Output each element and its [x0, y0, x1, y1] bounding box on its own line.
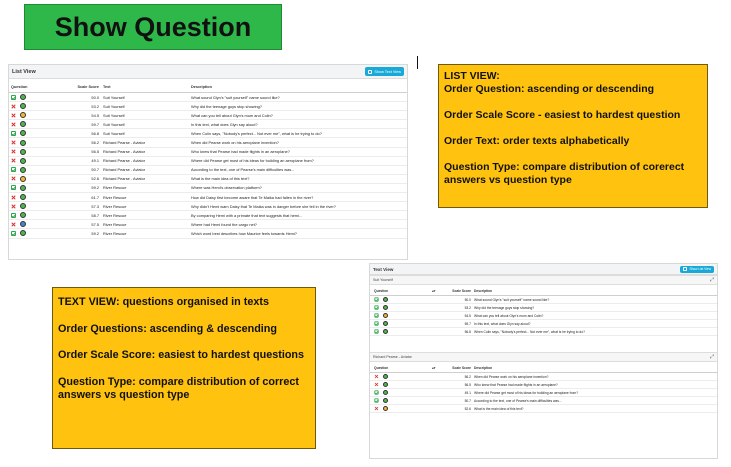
correct-check-icon: [11, 185, 16, 190]
scale-score-cell: 49.1: [464, 390, 471, 395]
scale-score-cell: 54.5: [464, 313, 471, 318]
scale-score-cell: 52.6: [464, 406, 471, 411]
description-cell: What sound Glyn's "suit yourself" name sound like?: [191, 94, 280, 100]
slide-title-text: Show Question: [54, 11, 252, 42]
text-cell: Suit Yourself: [103, 112, 125, 118]
table-row[interactable]: [370, 373, 717, 381]
description-cell: Why did the teenage guys stop showing?: [474, 305, 535, 310]
scale-score-cell: 56.8: [91, 130, 99, 136]
text-view-header: [370, 264, 717, 275]
question-type-icon: [20, 230, 26, 236]
table-row[interactable]: [9, 193, 407, 202]
text-cell: Richard Pearse - Aviator: [103, 158, 146, 164]
question-type-icon: [383, 321, 388, 326]
question-type-icon: [383, 297, 388, 302]
list-view-panel: [8, 64, 408, 260]
description-cell: What sound Glyn's "suit yourself" name sound like?: [474, 297, 550, 302]
scale-score-cell: 56.8: [464, 329, 471, 334]
question-cell: [370, 329, 432, 334]
incorrect-cross-icon: [11, 204, 16, 209]
group-spacer: [370, 336, 717, 352]
scale-score-cell: 57.3: [91, 203, 99, 209]
incorrect-cross-icon: [374, 406, 378, 410]
scale-score-cell: 56.2: [464, 374, 471, 379]
note-line: Order Text: order texts alphabetically: [444, 135, 630, 147]
question-type-icon: [20, 158, 26, 164]
description-cell: Who knew that Pearse had made flights in an aeroplane?: [191, 149, 290, 155]
note-line: Order Scale Score: easiest to hardest questions: [58, 349, 305, 361]
table-row[interactable]: [370, 304, 717, 312]
note-spacer: [58, 363, 310, 376]
question-cell: [370, 374, 432, 379]
note-spacer: [58, 336, 310, 349]
expand-icon[interactable]: ⤢: [709, 277, 714, 283]
question-cell: [9, 221, 73, 227]
question-type-icon: [383, 305, 388, 310]
incorrect-cross-icon: [11, 195, 16, 200]
description-cell: Why did the teenage guys stop showing?: [191, 103, 262, 109]
table-row[interactable]: [9, 220, 407, 229]
question-type-icon: [383, 406, 388, 411]
correct-check-icon: [11, 213, 16, 218]
table-row[interactable]: [9, 175, 407, 184]
scale-score-cell: 56.5: [91, 149, 99, 155]
description-cell: In this text, what does Glyn say aloud?: [474, 321, 531, 326]
table-row[interactable]: [9, 102, 407, 111]
question-cell: [9, 94, 73, 100]
column-question[interactable]: Question: [374, 289, 389, 293]
text-cell: River Rescue: [103, 194, 127, 200]
incorrect-cross-icon: [11, 122, 16, 127]
question-type-icon: [20, 130, 26, 136]
description-cell: Which word best describes how Maurice feels towards Hemi?: [191, 230, 297, 236]
scale-score-cell: 50.0: [464, 297, 471, 302]
table-row[interactable]: [9, 93, 407, 102]
question-type-icon: [20, 203, 26, 209]
text-cell: Suit Yourself: [103, 103, 125, 109]
correct-check-icon: [374, 305, 378, 309]
text-cell: Richard Pearse - Aviator: [103, 167, 146, 173]
question-type-icon: [20, 149, 26, 155]
description-cell: Who knew that Pearse had made flights in an aeroplane?: [474, 382, 558, 387]
table-row[interactable]: [370, 328, 717, 336]
text-cell: Suit Yourself: [103, 94, 125, 100]
expand-icon[interactable]: ⤢: [709, 354, 714, 360]
incorrect-cross-icon: [374, 382, 378, 386]
question-type-icon: [20, 194, 26, 200]
question-type-icon: [20, 94, 26, 100]
text-cell: Richard Pearse - Aviator: [103, 140, 146, 146]
sort-caret-icon[interactable]: ▴▾: [432, 366, 436, 370]
text-view-column-headers: [370, 287, 717, 296]
question-cell: [9, 140, 73, 146]
incorrect-cross-icon: [11, 149, 16, 154]
table-row[interactable]: [9, 229, 407, 238]
list-view-title: List View: [12, 68, 36, 75]
list-view-column-headers: [9, 82, 407, 93]
description-cell: How did Daisy first become aware that Te Maika had fallen in the river?: [191, 194, 314, 200]
question-type-icon: [20, 176, 26, 182]
description-cell: According to the text, one of Pearse's main difficulties was...: [474, 398, 562, 403]
description-cell: In this text, what does Glyn say aloud?: [191, 121, 258, 127]
question-cell: [370, 382, 432, 387]
incorrect-cross-icon: [374, 374, 378, 378]
table-row[interactable]: [370, 296, 717, 304]
correct-check-icon: [374, 398, 378, 402]
question-cell: [370, 305, 432, 310]
question-type-icon: [20, 212, 26, 218]
description-cell: What is the main idea of this text?: [474, 406, 524, 411]
list-view-rows: [9, 93, 407, 239]
scale-score-cell: 50.7: [464, 398, 471, 403]
sort-caret-icon[interactable]: ▴▾: [432, 289, 436, 293]
table-row[interactable]: [370, 389, 717, 397]
scale-score-cell: 50.0: [91, 94, 99, 100]
text-cell: Suit Yourself: [103, 130, 125, 136]
table-row[interactable]: [9, 157, 407, 166]
incorrect-cross-icon: [11, 176, 16, 181]
text-group-header: [370, 352, 717, 362]
question-type-icon: [383, 374, 388, 379]
scale-score-cell: 53.2: [464, 305, 471, 310]
table-row[interactable]: [9, 111, 407, 120]
column-scale-score[interactable]: Scale Score: [452, 289, 471, 293]
note-spacer: [58, 310, 310, 323]
incorrect-cross-icon: [11, 104, 16, 109]
scale-score-cell: 54.5: [91, 112, 99, 118]
view-toggle-icon: [683, 267, 687, 271]
column-question[interactable]: Question: [374, 366, 389, 370]
incorrect-cross-icon: [11, 140, 16, 145]
question-cell: [370, 297, 432, 302]
note-line: LIST VIEW:: [444, 70, 500, 82]
table-row[interactable]: [9, 211, 407, 220]
question-type-icon: [383, 382, 388, 387]
question-type-icon: [20, 103, 26, 109]
correct-check-icon: [11, 131, 16, 136]
correct-check-icon: [374, 297, 378, 301]
incorrect-cross-icon: [11, 113, 16, 118]
text-cell: Richard Pearse - Aviator: [103, 176, 146, 182]
question-cell: [9, 121, 73, 127]
question-type-icon: [383, 329, 388, 334]
scale-score-cell: 50.7: [91, 167, 99, 173]
description-cell: When Colin says, "Nobody's perfect... Not ever me", what is he trying to do?: [191, 130, 322, 136]
show-text-view-button[interactable]: [365, 67, 404, 76]
scale-score-cell: 56.5: [464, 382, 471, 387]
question-type-icon: [383, 390, 388, 395]
table-row[interactable]: [9, 120, 407, 129]
correct-check-icon: [374, 321, 378, 325]
column-text[interactable]: Text: [103, 85, 111, 89]
incorrect-cross-icon: [11, 158, 16, 163]
scale-score-cell: 49.1: [91, 158, 99, 164]
question-cell: [9, 185, 73, 191]
scale-score-cell: 57.5: [91, 221, 99, 227]
question-type-icon: [20, 112, 26, 118]
question-cell: [9, 158, 73, 164]
note-line: Order Scale Score - easiest to hardest question: [444, 109, 681, 121]
table-row[interactable]: [370, 381, 717, 389]
question-cell: [370, 406, 432, 411]
description-cell: Where was Hemi's observation platform?: [191, 185, 262, 191]
scale-score-cell: 53.2: [91, 103, 99, 109]
note-line: Question Type: compare distribution of correct answers vs question type: [58, 375, 299, 401]
note-line: Order Questions: ascending & descending: [58, 322, 277, 335]
table-row[interactable]: [370, 320, 717, 328]
scale-score-cell: 59.2: [91, 230, 99, 236]
text-cursor: [417, 56, 418, 69]
text-cell: River Rescue: [103, 185, 127, 191]
note-line: Question Type: compare distribution of corerect answers vs question type: [444, 161, 685, 186]
table-row[interactable]: [370, 405, 717, 413]
question-type-icon: [383, 313, 388, 318]
show-list-view-label: Show List View: [689, 267, 711, 271]
text-cell: River Rescue: [103, 212, 127, 218]
text-view-panel: [369, 263, 718, 459]
text-cell: Richard Pearse - Aviator: [103, 149, 146, 155]
text-group-name: Suit Yourself: [373, 278, 393, 282]
view-toggle-icon: [368, 70, 372, 74]
table-row[interactable]: [9, 138, 407, 147]
scale-score-cell: 61.7: [91, 194, 99, 200]
text-group-name: Richard Pearse - Aviator: [373, 355, 412, 359]
description-cell: According to the text, one of Pearse's main difficulties was...: [191, 167, 295, 173]
table-row[interactable]: [9, 129, 407, 138]
question-cell: [9, 103, 73, 109]
question-type-icon: [20, 140, 26, 146]
question-cell: [9, 167, 73, 173]
question-cell: [9, 194, 73, 200]
description-cell: Why didn't Hemi warn Daisy that Te Maika was in danger before she fell in the river?: [191, 203, 336, 209]
question-cell: [9, 212, 73, 218]
text-view-title: Text View: [373, 266, 394, 272]
table-row[interactable]: [9, 148, 407, 157]
column-question[interactable]: Question: [11, 85, 28, 89]
text-view-note: [52, 287, 316, 449]
correct-check-icon: [11, 231, 16, 236]
correct-check-icon: [374, 329, 378, 333]
description-cell: When did Pearse work on his aeroplane invention?: [474, 374, 549, 379]
column-description: Description: [474, 289, 493, 293]
incorrect-cross-icon: [11, 222, 16, 227]
question-cell: [370, 321, 432, 326]
correct-check-icon: [11, 167, 16, 172]
column-scale-score[interactable]: Scale Score: [452, 366, 471, 370]
note-spacer: [444, 148, 702, 161]
description-cell: What can you tell about Glyn's mum and Colin?: [191, 112, 273, 118]
question-cell: [9, 203, 73, 209]
text-cell: Suit Yourself: [103, 121, 125, 127]
question-type-icon: [20, 221, 26, 227]
correct-check-icon: [11, 95, 16, 100]
show-text-view-label: Show Text View: [374, 69, 401, 74]
text-view-column-headers: [370, 364, 717, 373]
text-cell: River Rescue: [103, 230, 127, 236]
text-group-header: [370, 275, 717, 285]
scale-score-cell: 58.7: [91, 212, 99, 218]
text-cell: River Rescue: [103, 203, 127, 209]
table-row[interactable]: [370, 312, 717, 320]
question-type-icon: [383, 398, 388, 403]
text-view-groups: [370, 275, 717, 413]
scale-score-cell: 52.6: [91, 176, 99, 182]
description-cell: What is the main idea of this text?: [191, 176, 250, 182]
scale-score-cell: 59.2: [91, 185, 99, 191]
question-type-icon: [20, 167, 26, 173]
question-type-icon: [20, 185, 26, 191]
question-cell: [9, 230, 73, 236]
column-description: Description: [191, 85, 212, 89]
show-list-view-button[interactable]: [680, 266, 714, 273]
description-cell: By comparing Hemi with a primate that text suggests that hemi...: [191, 212, 303, 218]
description-cell: Where did Pearse get most of his ideas for building an aeroplane from?: [474, 390, 579, 395]
text-cell: River Rescue: [103, 221, 127, 227]
question-cell: [9, 130, 73, 136]
table-row[interactable]: [370, 397, 717, 405]
question-cell: [370, 313, 432, 318]
note-line: TEXT VIEW: questions organised in texts: [58, 296, 269, 308]
note-spacer: [444, 122, 702, 135]
column-scale-score[interactable]: Scale Score: [77, 85, 99, 89]
slide-title: [24, 4, 282, 50]
question-cell: [370, 390, 432, 395]
description-cell: Where did Pearse get most of his ideas for building an aeroplane from?: [191, 158, 314, 164]
description-cell: Where had Hemi found the cargo net?: [191, 221, 257, 227]
question-cell: [370, 398, 432, 403]
correct-check-icon: [374, 390, 378, 394]
scale-score-cell: 59.7: [464, 321, 471, 326]
description-cell: When did Pearse work on his aeroplane invention?: [191, 140, 279, 146]
note-spacer: [444, 96, 702, 109]
description-cell: When Colin says, "Nobody's perfect... Not ever me", what is he trying to do?: [474, 329, 585, 334]
scale-score-cell: 56.2: [91, 140, 99, 146]
table-row[interactable]: [9, 184, 407, 193]
list-view-header: [9, 65, 407, 79]
table-row[interactable]: [9, 166, 407, 175]
question-cell: [9, 112, 73, 118]
list-view-note: [438, 64, 708, 208]
question-type-icon: [20, 121, 26, 127]
correct-check-icon: [374, 313, 378, 317]
column-description: Description: [474, 366, 493, 370]
scale-score-cell: 59.7: [91, 121, 99, 127]
question-cell: [9, 149, 73, 155]
question-cell: [9, 176, 73, 182]
table-row[interactable]: [9, 202, 407, 211]
note-line: Order Question: ascending or descending: [444, 83, 655, 95]
description-cell: What can you tell about Glyn's mum and Colin?: [474, 313, 544, 318]
